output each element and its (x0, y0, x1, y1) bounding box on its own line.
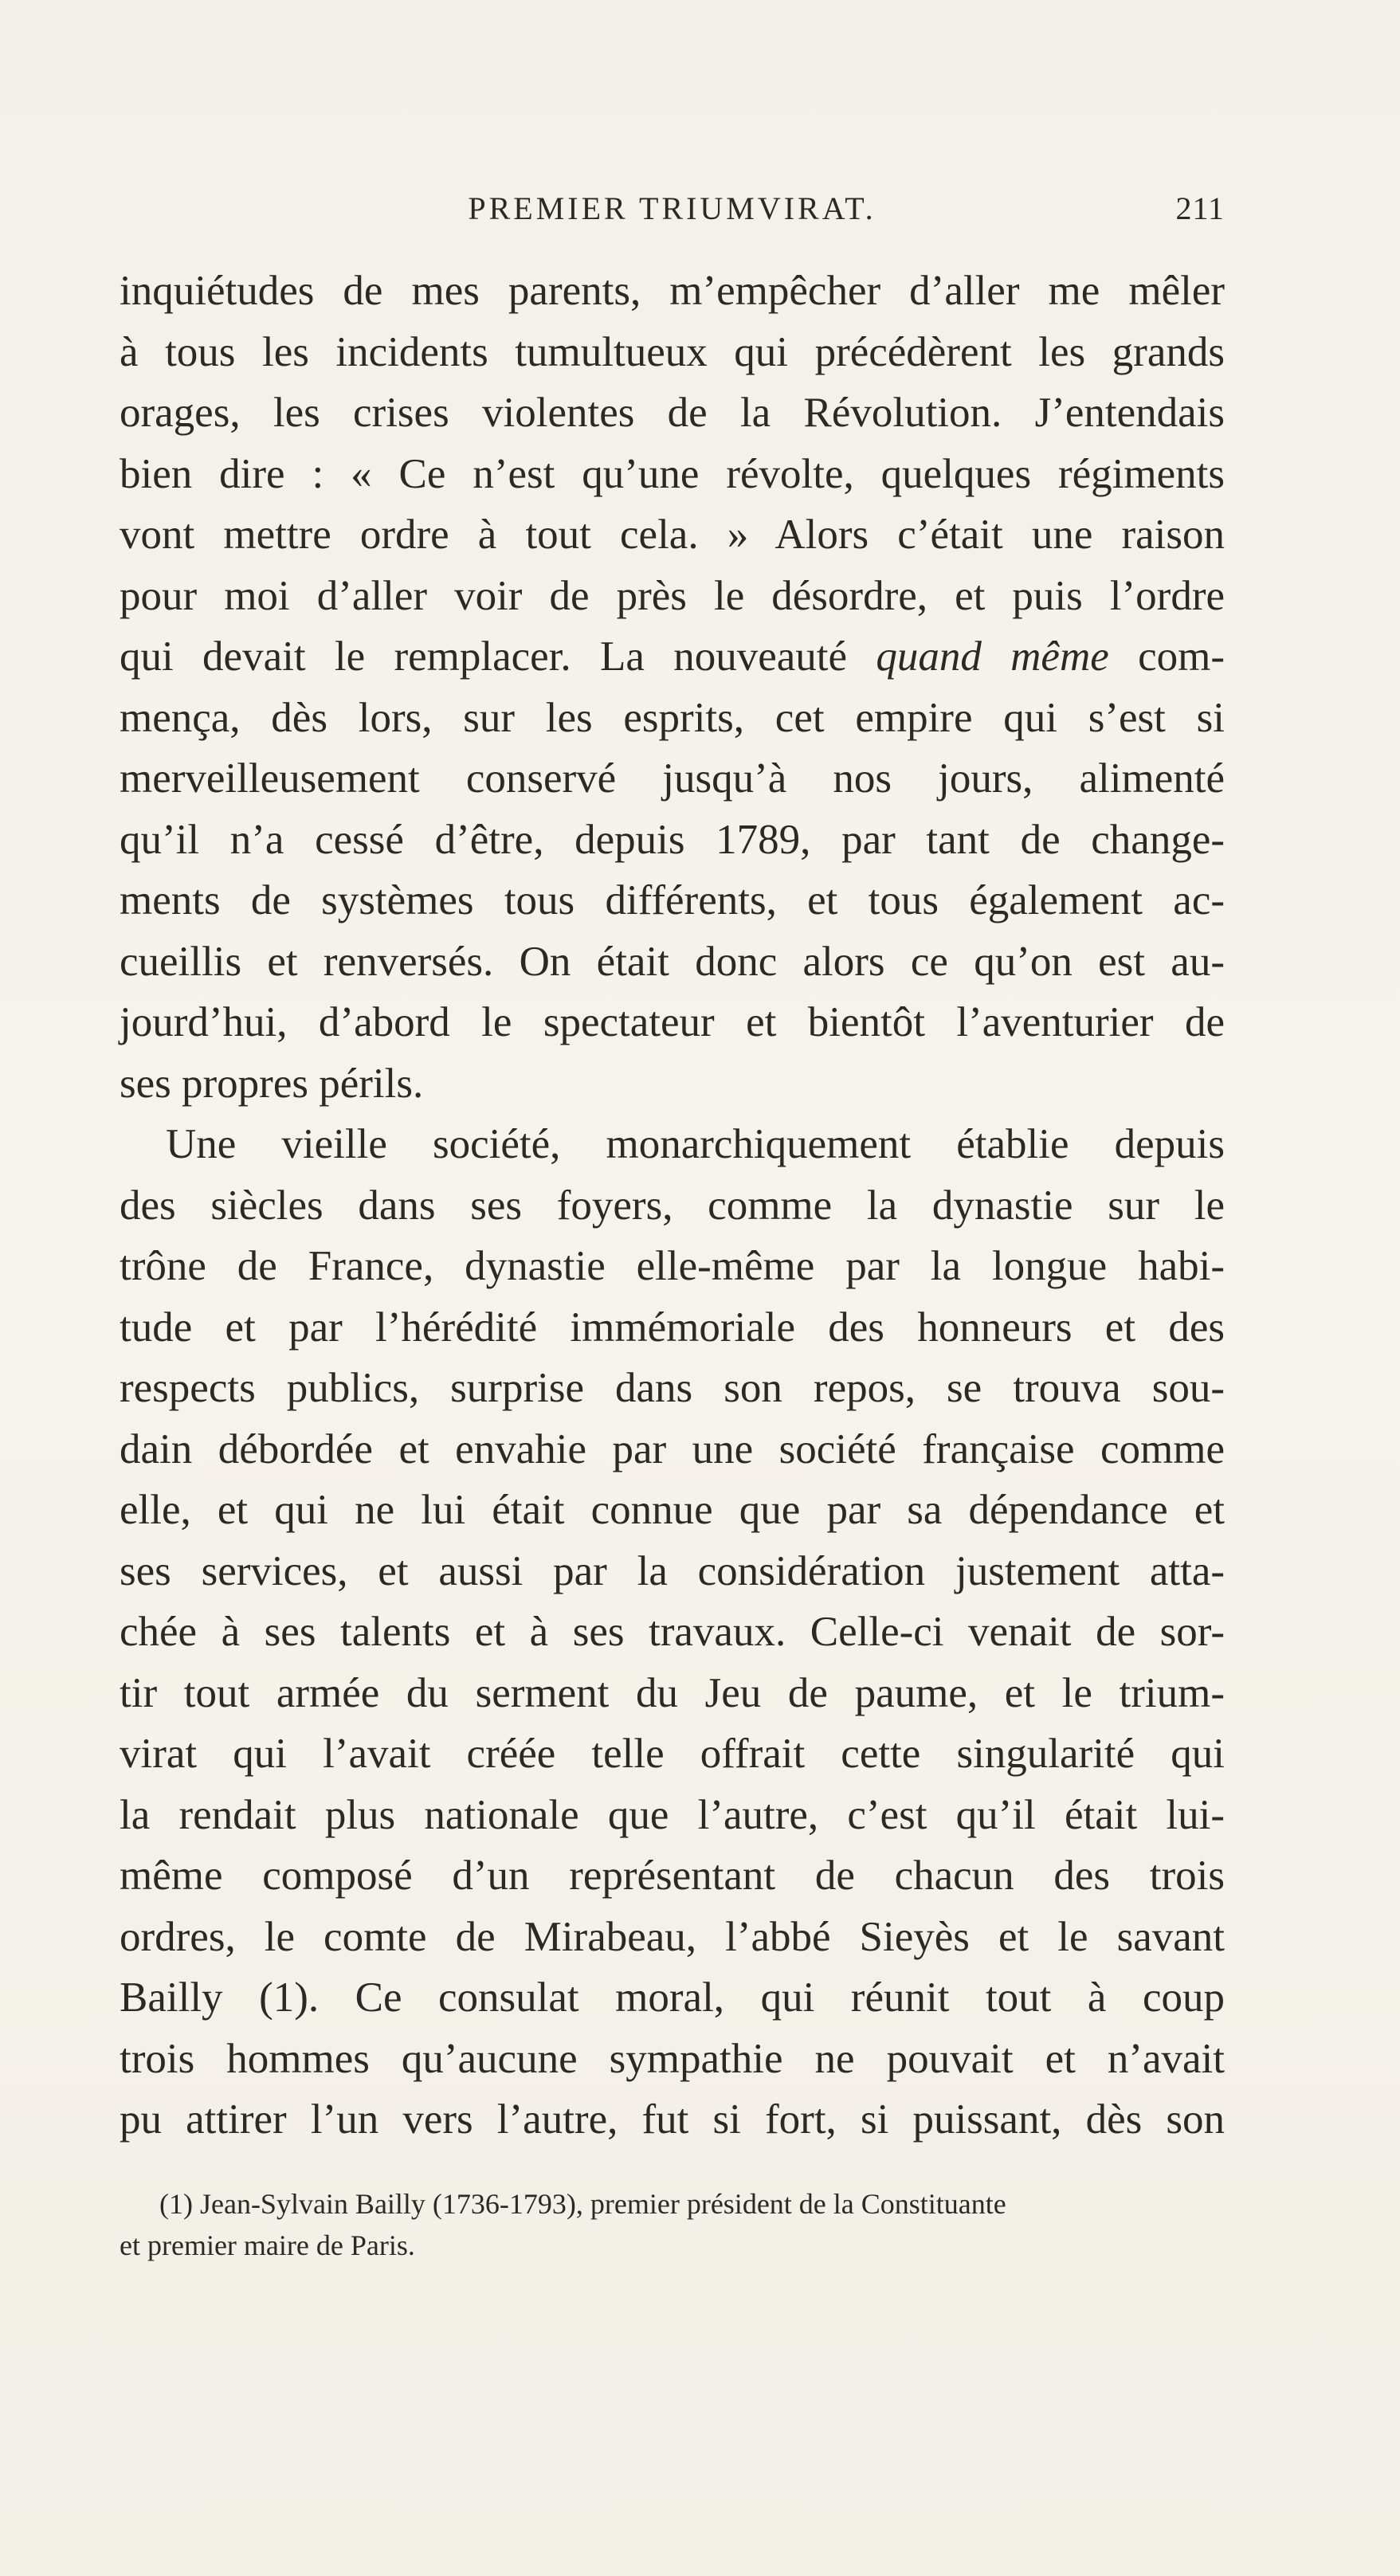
text-line: jourd’hui, d’abord le spectateur et bientôt l’aventurier de (120, 999, 1225, 1045)
footnote-line: et premier maire de Paris. (120, 2229, 415, 2261)
text-line: mença, dès lors, sur les esprits, cet empire qui s’est si (120, 694, 1225, 741)
text-line: pu attirer l’un vers l’autre, fut si fort, si puissant, dès son (120, 2096, 1225, 2143)
text-line: orages, les crises violentes de la Révolution. J’entendais (120, 390, 1225, 436)
text-line (120, 626, 1225, 688)
text-line: ordres, le comte de Mirabeau, l’abbé Sieyès et le savant (120, 1913, 1225, 1960)
text-line: tir tout armée du serment du Jeu de paume, et le trium- (120, 1669, 1225, 1716)
text-line: bien dire : « Ce n’est qu’une révolte, quelques régiments (120, 450, 1225, 497)
text-line: pour moi d’aller voir de près le désordre, et puis l’ordre (120, 572, 1225, 619)
footnote (120, 2183, 1225, 2266)
text-line: ses services, et aussi par la considération justement atta- (120, 1547, 1225, 1594)
footnote-line: (1) Jean-Sylvain Bailly (1736-1793), premier président de la Constituante (159, 2188, 1006, 2220)
text-line: dain débordée et envahie par une société française comme (120, 1425, 1225, 1472)
text-line: Bailly (1). Ce consulat moral, qui réunit tout à coup (120, 1974, 1225, 2021)
text-line: chée à ses talents et à ses travaux. Celle-ci venait de sor- (120, 1609, 1225, 1655)
text-line: même composé d’un représentant de chacun des trois (120, 1853, 1225, 1899)
text-line: tude et par l’hérédité immémoriale des honneurs et des (120, 1304, 1225, 1351)
text-line: merveilleusement conservé jusqu’à nos jours, alimenté (120, 755, 1225, 802)
text-line: trône de France, dynastie elle-même par la longue habi- (120, 1243, 1225, 1289)
text-line: des siècles dans ses foyers, comme la dynastie sur le (120, 1182, 1225, 1229)
running-title: PREMIER TRIUMVIRAT. (468, 190, 876, 226)
text-line: virat qui l’avait créée telle offrait cette singularité qui (120, 1731, 1225, 1777)
text-line: cueillis et renversés. On était donc alors ce qu’on est au- (120, 938, 1225, 985)
text-line-end: com- (1108, 633, 1225, 680)
paragraph-end-line: ses propres périls. (120, 1060, 424, 1107)
text-line: qu’il n’a cessé d’être, depuis 1789, par tant de change- (120, 816, 1225, 863)
text-line: elle, et qui ne lui était connue que par sa dépendance et (120, 1487, 1225, 1533)
text-line: inquiétudes de mes parents, m’empêcher d’aller me mêler (120, 268, 1225, 314)
text-line: vont mettre ordre à tout cela. » Alors c’était une raison (120, 512, 1225, 558)
text-line: trois hommes qu’aucune sympathie ne pouvait et n’avait (120, 2035, 1225, 2082)
emphasis-quand-meme: quand même (876, 633, 1109, 680)
text-line: respects publics, surprise dans son repos, se trouva sou- (120, 1365, 1225, 1411)
text-line: la rendait plus nationale que l’autre, c’est qu’il était lui- (120, 1791, 1225, 1838)
text-line-start: qui devait le remplacer. La nouveauté (120, 633, 876, 680)
running-head (120, 190, 1225, 237)
body-text (120, 261, 1225, 2151)
text-line: à tous les incidents tumultueux qui précédèrent les grands (120, 328, 1225, 375)
text-line: ments de systèmes tous différents, et tous également ac- (120, 877, 1225, 923)
paragraph-start-line: Une vieille société, monarchiquement établie depuis (166, 1121, 1225, 1167)
page-number: 211 (1175, 190, 1225, 226)
